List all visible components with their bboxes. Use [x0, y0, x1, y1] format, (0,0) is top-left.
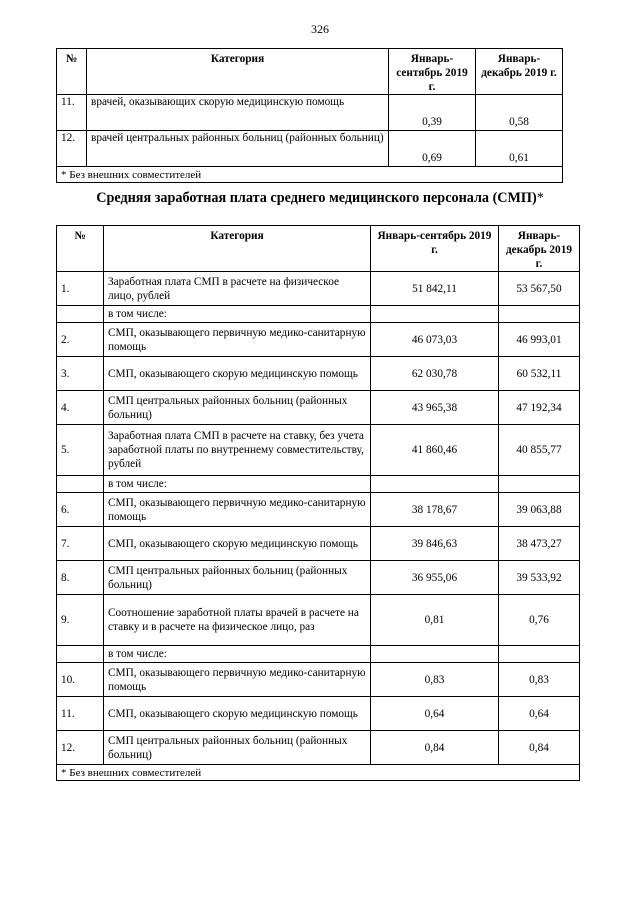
table-row: [57, 95, 563, 131]
subheader-label: в том числе:: [104, 476, 371, 493]
row-value-dec: 40 855,77: [499, 425, 580, 476]
table-subheader-row: [57, 306, 580, 323]
section-title: [0, 190, 640, 207]
table-row: [57, 731, 580, 765]
row-value-dec: 0,76: [499, 595, 580, 646]
row-number: 8.: [57, 561, 104, 595]
row-category: Соотношение заработной платы врачей в расчете на ставку и в расчете на физическое лицо, раз: [104, 595, 371, 646]
header-jan-dec: Январь-декабрь 2019 г.: [499, 226, 580, 272]
row-value-sep: 41 860,46: [371, 425, 499, 476]
row-number: 7.: [57, 527, 104, 561]
table-footnote: * Без внешних совместителей: [57, 765, 580, 781]
row-category: СМП, оказывающего первичную медико-санитарную помощь: [104, 493, 371, 527]
row-number: 6.: [57, 493, 104, 527]
row-value-dec: 0,61: [476, 131, 563, 167]
section-title-text: Средняя заработная плата среднего медицинского персонала (СМП): [96, 190, 537, 206]
header-category: Категория: [87, 49, 389, 95]
row-value-dec: 0,84: [499, 731, 580, 765]
row-category: врачей, оказывающих скорую медицинскую помощь: [87, 95, 389, 131]
row-value-sep: 0,81: [371, 595, 499, 646]
row-value-dec: 60 532,11: [499, 357, 580, 391]
header-number: №: [57, 49, 87, 95]
row-number: 11.: [57, 697, 104, 731]
row-value-sep: 62 030,78: [371, 357, 499, 391]
row-value-sep: 36 955,06: [371, 561, 499, 595]
row-category: СМП, оказывающего скорую медицинскую помощь: [104, 527, 371, 561]
header-jan-sep: Январь-сентябрь 2019 г.: [389, 49, 476, 95]
row-value-sep: 0,64: [371, 697, 499, 731]
table-footnote: * Без внешних совместителей: [57, 167, 563, 183]
table-row: [57, 527, 580, 561]
row-number: 12.: [57, 731, 104, 765]
row-number: 4.: [57, 391, 104, 425]
row-number: 1.: [57, 272, 104, 306]
row-number: 11.: [57, 95, 87, 131]
row-category: СМП, оказывающего первичную медико-санитарную помощь: [104, 323, 371, 357]
row-value-sep: 46 073,03: [371, 323, 499, 357]
physician-ratio-table: [56, 48, 563, 183]
row-value-dec: 47 192,34: [499, 391, 580, 425]
row-value-dec: 38 473,27: [499, 527, 580, 561]
row-value-dec: 46 993,01: [499, 323, 580, 357]
row-category: врачей центральных районных больниц (районных больниц): [87, 131, 389, 167]
header-jan-sep: Январь-сентябрь 2019 г.: [371, 226, 499, 272]
subheader-label: в том числе:: [104, 306, 371, 323]
table-row: [57, 697, 580, 731]
header-number: №: [57, 226, 104, 272]
row-value-sep: 39 846,63: [371, 527, 499, 561]
nurse-salary-table: [56, 225, 580, 781]
row-category: СМП центральных районных больниц (районных больниц): [104, 731, 371, 765]
row-value-sep: 0,83: [371, 663, 499, 697]
row-category: СМП, оказывающего первичную медико-санитарную помощь: [104, 663, 371, 697]
table-subheader-row: [57, 646, 580, 663]
row-number: 9.: [57, 595, 104, 646]
table-row: [57, 272, 580, 306]
table-row: [57, 493, 580, 527]
row-value-dec: 0,83: [499, 663, 580, 697]
row-category: СМП, оказывающего скорую медицинскую помощь: [104, 697, 371, 731]
table-row: [57, 595, 580, 646]
row-value-sep: 0,39: [389, 95, 476, 131]
table-row: [57, 663, 580, 697]
subheader-label: в том числе:: [104, 646, 371, 663]
table-subheader-row: [57, 476, 580, 493]
row-category: Заработная плата СМП в расчете на физическое лицо, рублей: [104, 272, 371, 306]
table-row: [57, 323, 580, 357]
row-value-sep: 43 965,38: [371, 391, 499, 425]
header-jan-dec: Январь-декабрь 2019 г.: [476, 49, 563, 95]
row-value-sep: 0,69: [389, 131, 476, 167]
row-category: СМП, оказывающего скорую медицинскую помощь: [104, 357, 371, 391]
row-value-dec: 0,58: [476, 95, 563, 131]
row-value-dec: 53 567,50: [499, 272, 580, 306]
table-row: [57, 561, 580, 595]
page-number: 326: [311, 22, 329, 36]
row-number: 12.: [57, 131, 87, 167]
row-value-sep: 51 842,11: [371, 272, 499, 306]
row-category: СМП центральных районных больниц (районных больниц): [104, 391, 371, 425]
row-category: Заработная плата СМП в расчете на ставку, без учета заработной платы по внутреннему совместительству, рублей: [104, 425, 371, 476]
row-value-dec: 39 063,88: [499, 493, 580, 527]
section-title-star: *: [536, 190, 544, 206]
table-row: [57, 425, 580, 476]
row-number: 2.: [57, 323, 104, 357]
table-row: [57, 391, 580, 425]
table-row: [57, 131, 563, 167]
header-category: Категория: [104, 226, 371, 272]
row-value-sep: 0,84: [371, 731, 499, 765]
row-number: 10.: [57, 663, 104, 697]
row-value-dec: 39 533,92: [499, 561, 580, 595]
row-category: СМП центральных районных больниц (районных больниц): [104, 561, 371, 595]
row-number: 5.: [57, 425, 104, 476]
row-value-dec: 0,64: [499, 697, 580, 731]
table-row: [57, 357, 580, 391]
row-number: 3.: [57, 357, 104, 391]
row-value-sep: 38 178,67: [371, 493, 499, 527]
